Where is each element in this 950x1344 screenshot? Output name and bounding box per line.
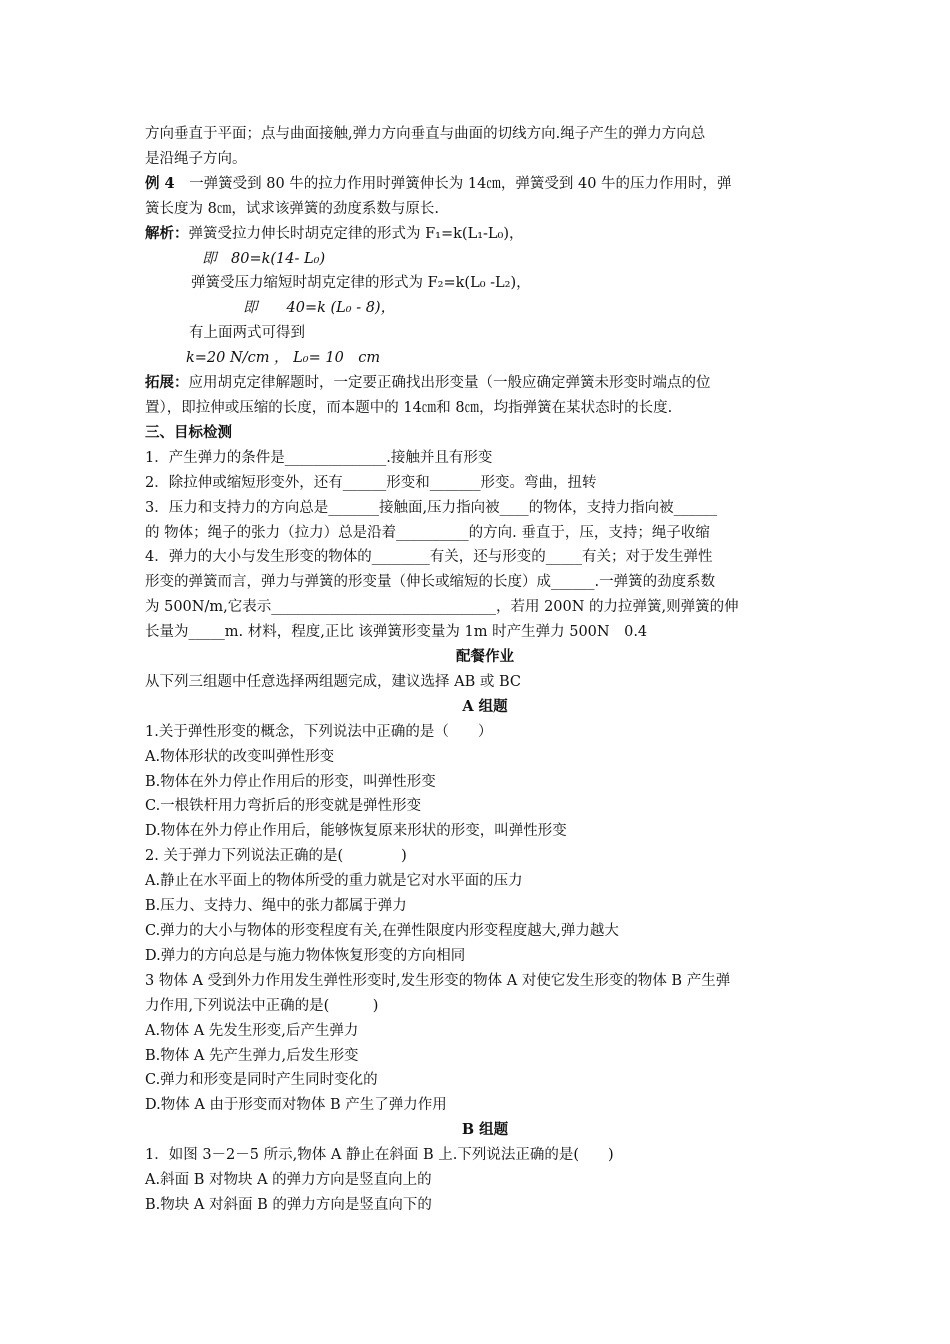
example-text: 一弹簧受到 80 牛的拉力作用时弹簧伸长为 14㎝，弹簧受到 40 牛的压力作用时，弹 [174,175,732,192]
formula-line: 即 40=k (L₀ - 8)， [243,300,396,317]
question-line: 3．压力和支持力的方向总是_______接触面,压力指向被____的物体，支持力指向被______ [145,499,718,516]
text-line: 置），即拉伸或压缩的长度，而本题中的 14㎝和 8㎝，均指弹簧在某状态时的长度. [145,399,673,416]
group-b-title: B 组题 [461,1121,509,1139]
document-page [145,122,825,1218]
extension-text: 应用胡克定律解题时，一定要正确找出形变量（一般应确定弹簧未形变时端点的位 [188,375,711,392]
analysis [145,222,825,247]
analysis-text: 弹簧受拉力伸长时胡克定律的形式为 F₁=k(L₁-L₀)， [188,225,524,242]
option-line: C.弹力和形变是同时产生同时变化的 [145,1072,378,1089]
homework-instructions: 从下列三组题中任意选择两组题完成，建议选择 AB 或 BC [145,673,521,690]
question-line: 力作用,下列说法中正确的是( ) [145,997,379,1014]
option-line: B.物体在外力停止作用后的形变，叫弹性形变 [145,773,436,790]
option-line: C.弹力的大小与物体的形变程度有关,在弹性限度内形变程度越大,弹力越大 [145,923,619,939]
text-line: 弹簧受压力缩短时胡克定律的形式为 F₂=k(L₀ -L₂)， [191,275,531,292]
example-label: 例 4 [145,174,175,192]
question-line: 为 500N/m,它表示_______________________________，若用 200N 的力拉弹簧,则弹簧的伸 [145,599,739,616]
option-line: D.物体 A 由于形变而对物体 B 产生了弹力作用 [145,1097,447,1114]
option-line: B.物块 A 对斜面 B 的弹力方向是竖直向下的 [145,1196,432,1213]
option-line: C.一根铁杆用力弯折后的形变就是弹性形变 [145,798,422,815]
formula-line: 即 80=k(14- L₀) [202,250,326,267]
question-line: 4．弹力的大小与发生形变的物体的________有关，还与形变的_____有关；对于发生弹性 [145,549,713,566]
option-line: A.斜面 B 对物块 A 的弹力方向是竖直向上的 [145,1172,432,1189]
question-line: 1．产生弹力的条件是______________.接触并且有形变 [145,449,493,466]
example-4 [145,172,825,197]
text-line: 簧长度为 8㎝，试求该弹簧的劲度系数与原长. [145,200,439,217]
analysis-label: 解析： [145,224,189,242]
option-line: A.静止在水平面上的物体所受的重力就是它对水平面的压力 [145,873,523,890]
question-line: 2. 关于弹力下列说法正确的是( ) [145,848,407,865]
text-line: 有上面两式可得到 [189,325,305,342]
option-line: D.弹力的方向总是与施力物体恢复形变的方向相同 [145,947,466,964]
question-line: 1．如图 3－2－5 所示,物体 A 静止在斜面 B 上.下列说法正确的是( ) [145,1147,614,1164]
option-line: B.物体 A 先产生弹力,后发生形变 [145,1047,359,1064]
homework-title: 配餐作业 [456,648,514,666]
text-line: 方向垂直于平面；点与曲面接触,弹力方向垂直与曲面的切线方向.绳子产生的弹力方向总 [145,126,706,142]
question-line: 的 物体；绳子的张力（拉力）总是沿着__________的方向. 垂直于，压，支持；绳子收缩 [145,524,710,541]
option-line: A.物体 A 先发生形变,后产生弹力 [145,1022,359,1039]
question-line: 形变的弹簧而言，弹力与弹簧的形变量（伸长或缩短的长度）成______.一弹簧的劲度系数 [145,574,716,591]
question-line: 1.关于弹性形变的概念，下列说法中正确的是（ ） [145,723,493,740]
question-line: 长量为_____m. 材料，程度,正比 该弹簧形变量为 1m 时产生弹力 500N 0.4 [145,624,648,641]
option-line: D.物体在外力停止作用后，能够恢复原来形状的形变，叫弹性形变 [145,823,567,840]
option-line: B.压力、支持力、绳中的张力都属于弹力 [145,898,407,915]
group-a-title: A 组题 [462,697,508,715]
option-line: A.物体形状的改变叫弹性形变 [145,748,335,765]
question-line: 3 物体 A 受到外力作用发生弹性形变时,发生形变的物体 A 对使它发生形变的物体 B 产生弹 [145,972,731,989]
question-line: 2．除拉伸或缩短形变外，还有______形变和_______形变。弯曲，扭转 [145,474,597,491]
text-line: 是沿绳子方向。 [145,150,247,167]
section-heading: 三、目标检测 [145,423,232,441]
extension [145,371,825,396]
formula-line: k=20 N/cm ， L₀= 10 cm [186,350,381,367]
extension-label: 拓展： [145,374,189,392]
